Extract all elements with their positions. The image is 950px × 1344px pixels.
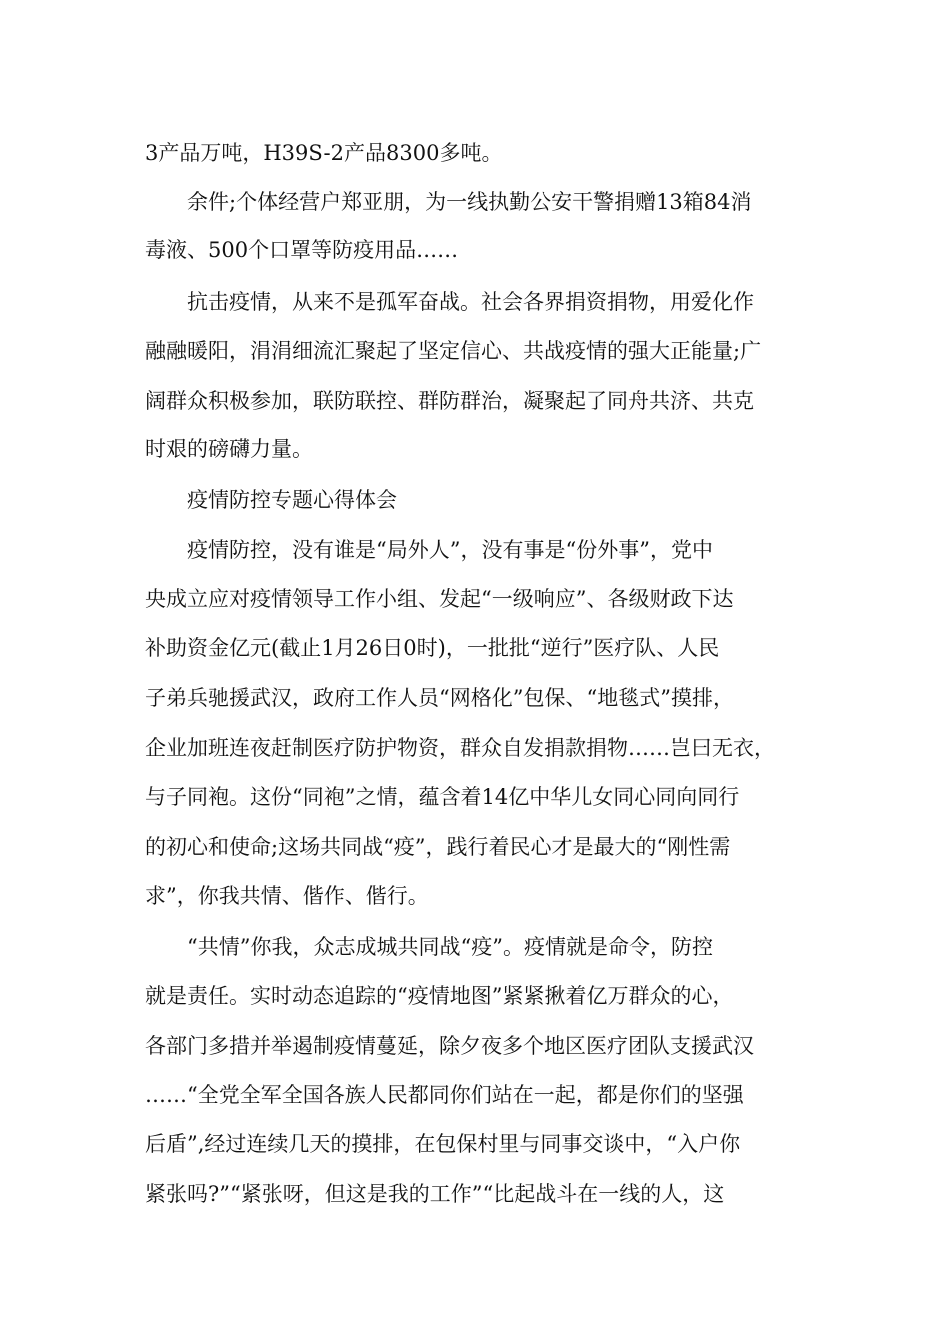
paragraph-start-line: 余件;个体经营户郑亚朋，为一线执勤公安干警捐赠13箱84消 xyxy=(187,190,752,214)
text-line: 各部门多措并举遏制疫情蔓延，除夕夜多个地区医疗团队支援武汉 xyxy=(145,1034,754,1058)
text-line: 央成立应对疫情领导工作小组、发起“一级响应”、各级财政下达 xyxy=(145,587,734,611)
text-line: 时艰的磅礴力量。 xyxy=(145,437,313,461)
text-line: 的初心和使命;这场共同战“疫”，践行着民心才是最大的“刚性需 xyxy=(145,835,731,859)
text-line: 3产品万吨，H39S-2产品8300多吨。 xyxy=(145,141,503,165)
text-line: 补助资金亿元(截止1月26日0时)，一批批“逆行”医疗队、人民 xyxy=(145,636,720,660)
paragraph-start-line: “共情”你我，众志成城共同战“疫”。疫情就是命令，防控 xyxy=(187,935,713,959)
section-heading: 疫情防控专题心得体会 xyxy=(187,488,397,512)
text-line: 阔群众积极参加，联防联控、群防群治，凝聚起了同舟共济、共克 xyxy=(145,389,754,413)
text-line: 后盾”,经过连续几天的摸排，在包保村里与同事交谈中，“入户你 xyxy=(145,1132,741,1156)
text-line: 子弟兵驰援武汉，政府工作人员“网格化”包保、“地毯式”摸排， xyxy=(145,686,734,710)
paragraph-start-line: 疫情防控，没有谁是“局外人”，没有事是“份外事”，党中 xyxy=(187,538,713,562)
text-line: 融融暖阳，涓涓细流汇聚起了坚定信心、共战疫情的强大正能量;广 xyxy=(145,339,762,363)
text-line: 企业加班连夜赶制医疗防护物资，群众自发捐款捐物……岂曰无衣， xyxy=(145,736,775,760)
paragraph-start-line: 抗击疫情，从来不是孤军奋战。社会各界捐资捐物，用爱化作 xyxy=(187,290,754,314)
text-line: 求”，你我共情、偕作、偕行。 xyxy=(145,884,429,908)
text-line: 毒液、500个口罩等防疫用品…… xyxy=(145,238,459,262)
text-line: 就是责任。实时动态追踪的“疫情地图”紧紧揪着亿万群众的心， xyxy=(145,984,734,1008)
text-line: ……“全党全军全国各族人民都同你们站在一起，都是你们的坚强 xyxy=(145,1083,744,1107)
text-line: 与子同袍。这份“同袍”之情，蕴含着14亿中华儿女同心同向同行 xyxy=(145,785,740,809)
text-line: 紧张吗?”“紧张呀，但这是我的工作”“比起战斗在一线的人，这 xyxy=(145,1182,725,1206)
